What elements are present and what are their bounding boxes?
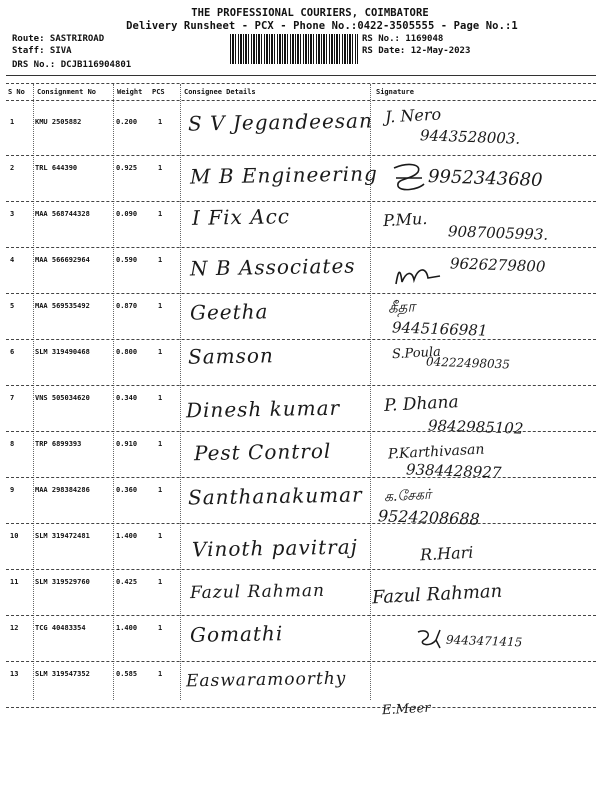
row-pcs: 1 [158,256,163,264]
row-consignment: MAA 568744328 [35,210,90,218]
row-weight: 0.910 [116,440,138,448]
staff-label: Staff: SIVA [12,46,72,56]
signature-scribble [392,262,444,288]
row-pcs: 1 [158,624,163,632]
row-phone: 9445166981 [391,318,488,340]
row-sno: 1 [10,118,15,126]
row-consignee: Easwaramoorthy [185,668,347,692]
row-pcs: 1 [158,118,163,126]
row-sno: 13 [10,670,19,678]
row-consignment: MAA 298384286 [35,486,90,494]
row-sno: 6 [10,348,15,356]
row-weight: 1.400 [116,532,138,540]
rs-number: RS No.: 1169048 [362,34,444,44]
row-signature: க.சேகர் [383,486,432,506]
header-rule [6,75,596,76]
row-consignee: M B Engineering [189,161,378,189]
row-sno: 3 [10,210,15,218]
rs-date: RS Date: 12-May-2023 [362,46,471,56]
column-header-top-rule [6,83,596,84]
row-consignment: TCG 40483354 [35,624,86,632]
drs-number: DRS No.: DCJB116904801 [12,60,132,70]
barcode-image [230,34,358,64]
row-rule [6,569,596,570]
col-divider [33,84,34,700]
row-consignment: SLM 319529760 [35,578,90,586]
row-weight: 0.200 [116,118,138,126]
row-sno: 12 [10,624,19,632]
row-consignment: TRP 6899393 [35,440,82,448]
row-pcs: 1 [158,348,163,356]
row-consignee: Santhanakumar [187,482,363,510]
row-consignment: SLM 319547352 [35,670,90,678]
col-consignee: Consignee Details [184,88,256,96]
row-consignee: Gomathi [189,621,284,647]
row-pcs: 1 [158,532,163,540]
row-consignment: SLM 319472481 [35,532,90,540]
row-sno: 9 [10,486,15,494]
row-rule [6,385,596,386]
row-pcs: 1 [158,394,163,402]
row-phone: 9384428927 [405,460,502,482]
signature-scribble [414,626,444,652]
row-pcs: 1 [158,440,163,448]
row-sno: 4 [10,256,15,264]
row-sno: 11 [10,578,19,586]
row-consignee: Fazul Rahman [189,580,326,604]
row-rule [6,247,596,248]
row-pcs: 1 [158,164,163,172]
row-consignment: MAA 569535492 [35,302,90,310]
row-sno: 2 [10,164,15,172]
column-header-bottom-rule [6,100,596,101]
row-rule [6,707,596,708]
row-weight: 1.400 [116,624,138,632]
row-signature: P.Mu. [382,208,428,231]
row-consignee: S V Jegandeesan [187,108,374,136]
col-divider [113,84,114,700]
row-rule [6,615,596,616]
row-weight: 0.800 [116,348,138,356]
signature-scribble [388,160,428,196]
row-signature: Fazul Rahman [371,580,503,609]
row-pcs: 1 [158,486,163,494]
row-consignment: SLM 319490468 [35,348,90,356]
row-consignment: TRL 644390 [35,164,78,172]
row-consignee: Dinesh kumar [185,395,341,423]
row-signature: J. Nero [384,104,442,127]
row-signature: S.Poula [391,344,442,363]
row-consignee: Geetha [189,299,269,325]
row-weight: 0.870 [116,302,138,310]
row-sno: 10 [10,532,19,540]
row-consignment: MAA 566692964 [35,256,90,264]
row-phone: 9087005993. [447,222,549,244]
row-rule [6,293,596,294]
row-signature: P. Dhana [383,392,460,416]
row-weight: 0.090 [116,210,138,218]
row-signature: கீதா [387,297,416,317]
row-consignee: Samson [187,343,274,369]
row-consignment: VNS 505034620 [35,394,90,402]
row-pcs: 1 [158,670,163,678]
row-weight: 0.585 [116,670,138,678]
row-signature: E.Meer [381,700,431,719]
row-rule [6,155,596,156]
col-sno: S No [8,88,25,96]
company-title: THE PROFESSIONAL COURIERS, COIMBATORE [191,7,429,19]
row-rule [6,477,596,478]
row-sno: 5 [10,302,15,310]
row-phone: 9443471415 [445,632,523,650]
row-consignment: KMU 2505882 [35,118,82,126]
row-pcs: 1 [158,302,163,310]
col-consignment: Consignment No [37,88,97,96]
row-pcs: 1 [158,578,163,586]
row-sno: 8 [10,440,15,448]
row-weight: 0.925 [116,164,138,172]
row-phone: 9443528003. [419,126,521,148]
row-consignee: I Fix Acc [191,204,291,230]
row-phone: 9842985102 [427,416,524,438]
row-rule [6,523,596,524]
row-phone: 04222498035 [425,354,511,372]
row-weight: 0.340 [116,394,138,402]
row-rule [6,661,596,662]
row-sno: 7 [10,394,15,402]
row-phone: 9952343680 [427,166,543,191]
runsheet-subtitle: Delivery Runsheet - PCX - Phone No.:0422-3505555 - Page No.:1 [126,20,518,32]
row-signature: P.Karthivasan [387,441,485,463]
col-weight: Weight [117,88,143,96]
row-consignee: N B Associates [189,253,356,281]
row-weight: 0.590 [116,256,138,264]
col-pcs: PCS [152,88,165,96]
route-label: Route: SASTRIROAD [12,34,105,44]
row-weight: 0.360 [116,486,138,494]
row-signature: R.Hari [419,542,474,565]
col-signature: Signature [376,88,414,96]
row-phone: 9524208688 [377,506,481,529]
row-consignee: Pest Control [193,438,332,466]
col-divider [180,84,181,700]
row-consignee: Vinoth pavitraj [191,534,359,562]
row-phone: 9626279800 [449,254,546,276]
row-rule [6,201,596,202]
row-weight: 0.425 [116,578,138,586]
row-pcs: 1 [158,210,163,218]
row-rule [6,339,596,340]
